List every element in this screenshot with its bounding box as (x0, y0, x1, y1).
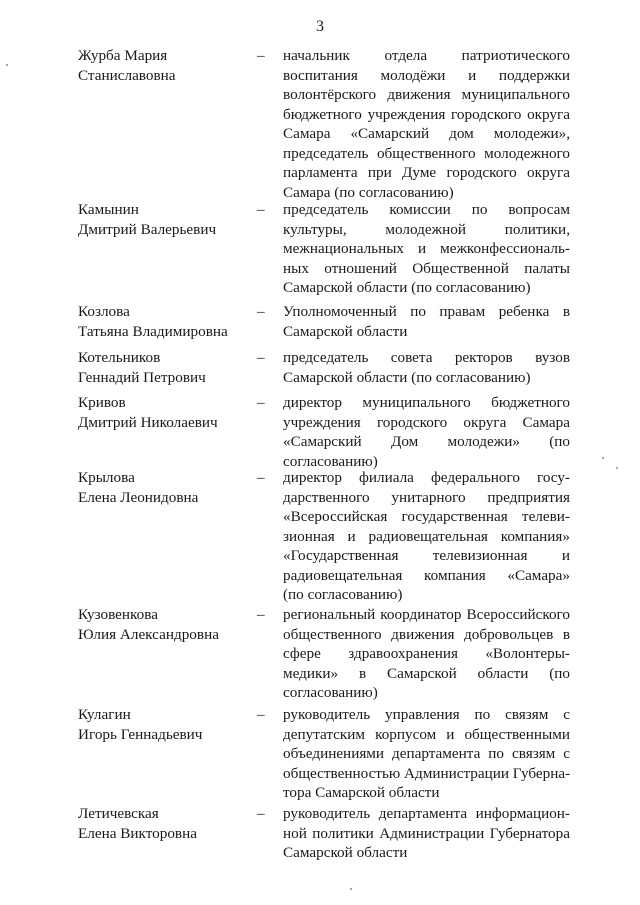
scan-speck (350, 888, 352, 890)
member-name-line: Журба Мария (78, 47, 168, 64)
dash-separator: – (257, 469, 265, 486)
member-position-line: руководитель управления по связям с (283, 706, 570, 723)
member-name-line: Котельников (78, 349, 161, 366)
member-position-line: Самара «Самарский дом молодежи», (283, 125, 570, 142)
member-position (283, 705, 570, 803)
member-name (78, 804, 253, 843)
member-position-line: тора Самарской области (283, 784, 440, 801)
member-name-line: Елена Викторовна (78, 824, 197, 842)
member-position-line: региональный координатор Всероссийского (283, 606, 570, 623)
member-name-line: Геннадий Петрович (78, 368, 206, 386)
member-name-line: Кулагин (78, 706, 131, 723)
member-name (78, 348, 253, 387)
member-position (283, 200, 570, 298)
member-name-line: Кузовенкова (78, 606, 158, 623)
member-position-line: Самарской области (по согласованию) (283, 368, 531, 386)
member-position-line: Самара (по согласованию) (283, 183, 454, 201)
member-position-line: воспитания молодёжи и поддержки (283, 66, 570, 84)
member-position-line: объединениями департамента по связям с (283, 745, 570, 762)
dash-separator: – (257, 303, 265, 320)
member-position-line: межнациональных и межконфессиональ- (283, 240, 570, 257)
member-position (283, 393, 570, 471)
member-position-line: председатель совета ректоров вузов (283, 349, 570, 366)
member-position-line: руководитель департамента информацион- (283, 805, 570, 822)
member-name-line: Дмитрий Николаевич (78, 413, 218, 431)
member-position-line: зионная и радиовещательная компания» (283, 527, 570, 545)
member-position-line: общественностью Администрации Губерна- (283, 764, 571, 782)
dash-separator: – (257, 394, 265, 411)
member-name (78, 705, 253, 744)
member-name (78, 46, 253, 85)
member-position (283, 348, 570, 387)
member-position-line: директор муниципального бюджетного (283, 394, 570, 411)
member-name-line: Крылова (78, 469, 135, 486)
member-position-line: согласованию) (283, 452, 378, 470)
dash-separator: – (257, 47, 265, 64)
member-position-line: председатель общественного молодежного (283, 144, 570, 162)
dash-separator: – (257, 201, 265, 218)
member-name-line: Дмитрий Валерьевич (78, 220, 217, 238)
member-position-line: радиовещательная компания «Самара» (283, 566, 570, 584)
member-position-line: «Государственная телевизионная и (283, 547, 570, 564)
member-position (283, 804, 570, 863)
member-position (283, 302, 570, 341)
scan-speck (616, 467, 618, 469)
member-position-line: согласованию) (283, 684, 378, 701)
member-position (283, 46, 570, 202)
member-position-line: культуры, молодежной политики, (283, 220, 570, 238)
member-position-line: председатель комиссии по вопросам (283, 201, 570, 218)
member-position-line: (по согласованию) (283, 586, 403, 603)
dash-separator: – (257, 606, 265, 623)
member-position-line: учреждения городского округа Самара (283, 413, 570, 431)
member-name (78, 393, 253, 432)
member-name (78, 200, 253, 239)
member-position-line: дарственного унитарного предприятия (283, 488, 570, 506)
member-name-line: Татьяна Владимировна (78, 322, 228, 340)
member-position (283, 468, 570, 605)
member-position-line: «Самарский Дом молодежи» (по (283, 433, 570, 450)
member-name-line: Станиславовна (78, 66, 176, 84)
member-name (78, 302, 253, 341)
page-number: 3 (316, 18, 324, 35)
member-position-line: директор филиала федерального госу- (283, 469, 570, 486)
member-position-line: сфере здравоохранения «Волонтеры- (283, 645, 570, 662)
member-name-line: Юлия Александровна (78, 625, 219, 643)
member-position-line: медики» в Самарской области (по (283, 664, 570, 682)
member-position-line: волонтёрского движения муниципального (283, 86, 570, 103)
member-name (78, 468, 253, 507)
member-name-line: Кривов (78, 394, 126, 411)
member-position-line: депутатским корпусом и общественными (283, 725, 570, 743)
member-position (283, 605, 570, 703)
member-position-line: парламента при Думе городского округа (283, 164, 570, 181)
scan-speck (6, 64, 8, 66)
member-position-line: ной политики Администрации Губернатора (283, 824, 570, 842)
member-position-line: «Всероссийская государственная телеви- (283, 508, 570, 525)
member-name-line: Елена Леонидовна (78, 488, 199, 506)
dash-separator: – (257, 805, 265, 822)
member-position-line: бюджетного учреждения городского округа (283, 105, 570, 123)
member-position-line: общественного движения добровольцев в (283, 625, 570, 643)
member-position-line: Самарской области (283, 844, 408, 861)
member-name-line: Камынин (78, 201, 139, 218)
member-name-line: Игорь Геннадьевич (78, 725, 203, 743)
member-position-line: Самарской области (283, 322, 408, 340)
dash-separator: – (257, 349, 265, 366)
member-position-line: ных отношений Общественной палаты (283, 259, 570, 277)
member-name-line: Козлова (78, 303, 130, 320)
member-name (78, 605, 253, 644)
member-position-line: начальник отдела патриотического (283, 47, 570, 64)
member-name-line: Летичевская (78, 805, 159, 822)
member-position-line: Уполномоченный по правам ребенка в (283, 303, 570, 320)
scan-speck (602, 457, 604, 459)
member-position-line: Самарской области (по согласованию) (283, 279, 531, 296)
dash-separator: – (257, 706, 265, 723)
